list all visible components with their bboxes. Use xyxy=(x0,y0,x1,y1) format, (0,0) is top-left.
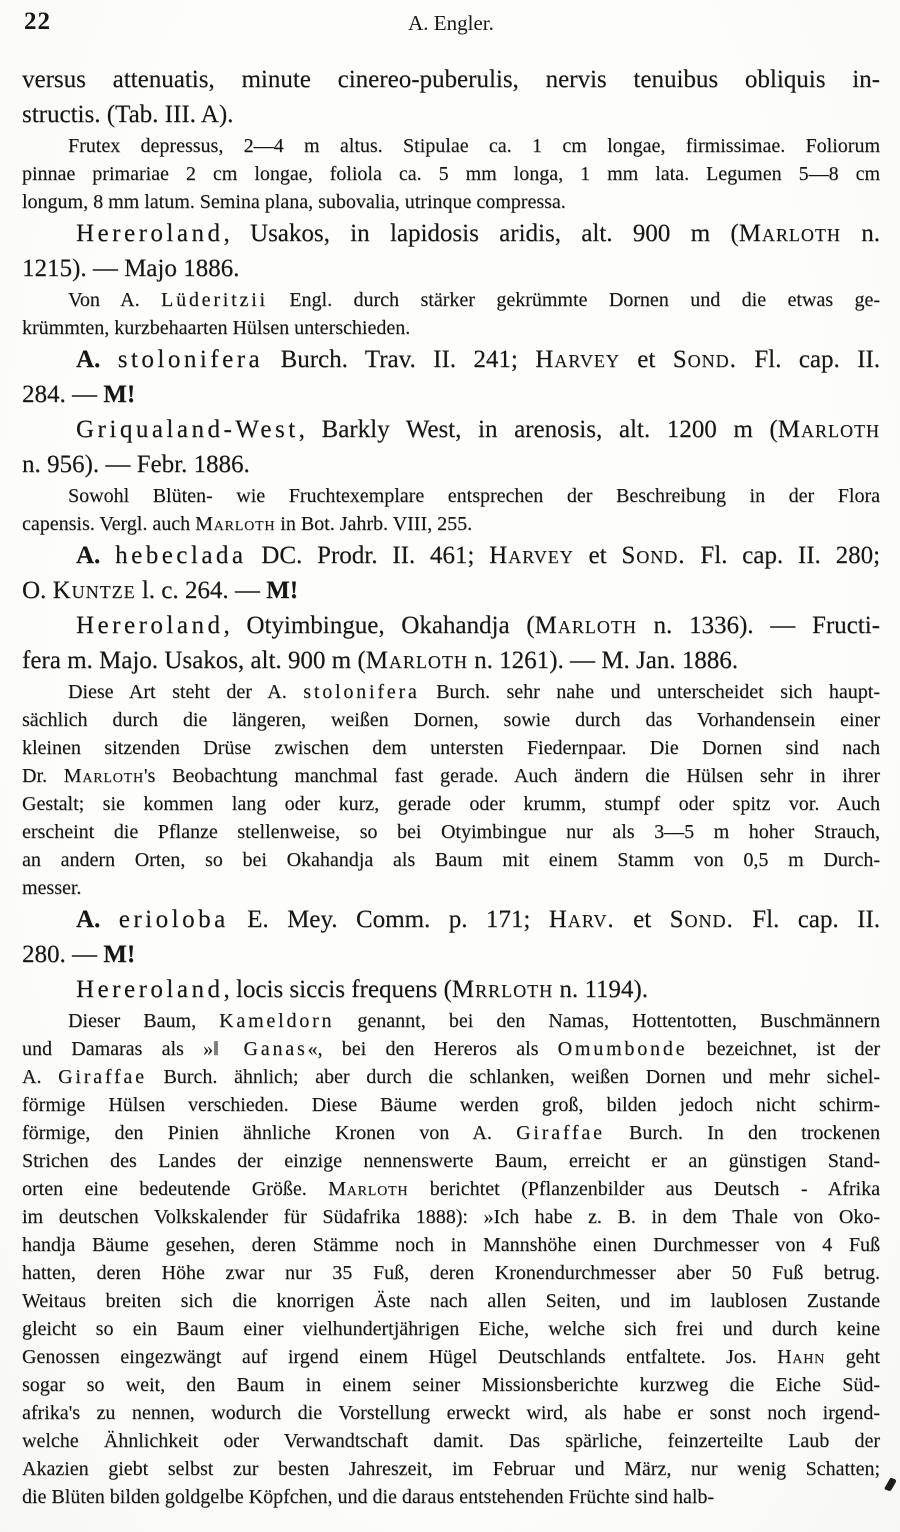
text-segment: Sowohl Blüten- wie Fruchtexemplare entsprechen der Beschreibung in der Flora xyxy=(68,485,880,507)
text-line xyxy=(22,1119,880,1147)
text-line xyxy=(22,937,880,972)
text-segment: A. xyxy=(22,1066,59,1088)
text-segment: Burch. Trav. II. 241; xyxy=(263,346,536,373)
text-line xyxy=(22,286,880,314)
text-segment: capensis. Vergl. auch xyxy=(22,513,196,535)
text-line xyxy=(22,1007,880,1035)
text-segment: Frutex depressus, 2—4 m altus. Stipulae ca. 1 cm longae, firmissimae. Foliorum xyxy=(68,135,880,157)
page-number: 22 xyxy=(24,8,51,35)
text-segment: afrika's zu nennen, wodurch die Vorstellung erweckt wird, als habe er sonst noch irgend- xyxy=(22,1402,880,1424)
text-line xyxy=(22,734,880,762)
text-segment: , Usakos, in lapidosis aridis, alt. 900 m ( xyxy=(223,220,739,247)
text-segment: , locis siccis frequens ( xyxy=(223,976,452,1003)
text-line xyxy=(22,643,880,678)
bold-text: A. xyxy=(76,346,101,373)
text-line xyxy=(22,1091,880,1119)
paragraph xyxy=(22,678,880,902)
text-segment: genannt, bei den Namas, Hottentotten, Buschmännern xyxy=(334,1010,880,1032)
text-line xyxy=(22,447,880,482)
letterspaced-name: Omumbonde xyxy=(557,1038,688,1060)
text-segment: DC. Prodr. II. 461; xyxy=(246,542,490,569)
text-segment: , Barkly West, in arenosis, alt. 1200 m ( xyxy=(298,416,778,443)
smallcaps-name: Marloth xyxy=(195,513,276,535)
text-line xyxy=(22,412,880,447)
text-line xyxy=(22,790,880,818)
text-line xyxy=(22,251,880,286)
text-line xyxy=(22,706,880,734)
text-segment: 284. — xyxy=(22,381,104,408)
text-line xyxy=(22,972,880,1007)
letterspaced-name: Hereroland xyxy=(76,220,224,247)
text-segment: Akazien giebt selbst zur besten Jahreszeit, im Februar und März, nur wenig Schatten; xyxy=(22,1458,880,1480)
smallcaps-name: Harv. xyxy=(548,906,615,933)
text-line xyxy=(22,902,880,937)
text-line xyxy=(22,818,880,846)
text-segment: Engl. durch stärker gekrümmte Dornen und die etwas ge- xyxy=(267,289,880,311)
text-segment: l. c. 264. — xyxy=(135,577,267,604)
text-segment: Dieser Baum, xyxy=(68,1010,220,1032)
text-segment: förmige, den Pinien ähnliche Kronen von A. xyxy=(22,1122,517,1144)
smallcaps-name: Marloth xyxy=(328,1178,409,1200)
letterspaced-name: Giraffae xyxy=(516,1122,605,1144)
text-segment: bezeichnet, ist der xyxy=(687,1038,881,1060)
paragraph xyxy=(22,538,880,608)
text-segment: im deutschen Volkskalender für Südafrika 1888): »Ich habe z. B. in dem Thale von Oko- xyxy=(22,1206,880,1228)
text-segment: structis. (Tab. III. A). xyxy=(22,101,234,128)
text-line xyxy=(22,216,880,251)
text-segment: , Otyimbingue, Okahandja ( xyxy=(223,612,535,639)
text-segment: die Blüten bilden goldgelbe Köpfchen, und die daraus entstehenden Früchte sind halb- xyxy=(22,1486,715,1508)
text-segment: erscheint die Pflanze stellenweise, so bei Otyimbingue nur als 3—5 m hoher Strauch, xyxy=(22,821,880,843)
smallcaps-name: Kuntze xyxy=(52,577,136,604)
text-segment: et xyxy=(573,542,622,569)
text-segment: et xyxy=(619,346,673,373)
text-line xyxy=(22,1063,880,1091)
text-line xyxy=(22,1315,880,1343)
text-segment: Dr. xyxy=(22,765,64,787)
text-line xyxy=(22,573,880,608)
paragraph xyxy=(22,216,880,286)
letterspaced-name: ‖ Ganas xyxy=(213,1038,308,1060)
smallcaps-name: Harvey xyxy=(535,346,620,373)
text-line xyxy=(22,678,880,706)
text-segment: in Bot. Jahrb. VIII, 255. xyxy=(275,513,473,535)
text-segment xyxy=(100,542,115,569)
text-segment: n. xyxy=(840,220,880,247)
letterspaced-name: Lüderitzii xyxy=(161,289,268,311)
paragraph xyxy=(22,1007,880,1511)
letterspaced-name: hebeclada xyxy=(115,542,247,569)
text-segment: Strichen des Landes der einzige nennenswerte Baum, erreicht er an günstigen Stand- xyxy=(22,1150,880,1172)
text-segment: fera m. Majo. Usakos, alt. 900 m ( xyxy=(22,647,366,674)
bold-text: M! xyxy=(103,381,136,408)
text-line xyxy=(22,1035,880,1063)
text-line xyxy=(22,846,880,874)
text-segment: longum, 8 mm latum. Semina plana, subovalia, utrinque compressa. xyxy=(22,191,566,213)
smallcaps-name: Marloth xyxy=(534,612,637,639)
ink-speck-mark xyxy=(884,1478,897,1492)
text-segment: messer. xyxy=(22,877,82,899)
text-segment: Gestalt; sie kommen lang oder kurz, gerade oder krumm, stumpf oder spitz vor. Auch xyxy=(22,793,880,815)
text-line xyxy=(22,1231,880,1259)
smallcaps-name: Hahn xyxy=(777,1346,826,1368)
text-segment xyxy=(100,906,118,933)
text-segment: 1215). — Majo 1886. xyxy=(22,255,240,282)
paragraph xyxy=(22,286,880,342)
text-segment: Fl. cap. II. xyxy=(736,346,880,373)
text-segment: und Damaras als » xyxy=(22,1038,214,1060)
text-line xyxy=(22,762,880,790)
text-segment: sächlich durch die längeren, weißen Dornen, sowie durch das Vorhandensein einer xyxy=(22,709,880,731)
text-segment: orten eine bedeutende Größe. xyxy=(22,1178,329,1200)
text-segment: Burch. In den trockenen xyxy=(604,1122,880,1144)
text-line xyxy=(22,1287,880,1315)
text-line xyxy=(22,188,880,216)
text-line xyxy=(22,1455,880,1483)
text-line xyxy=(22,342,880,377)
smallcaps-name: Marloth xyxy=(777,416,880,443)
bold-text: A. xyxy=(76,906,101,933)
smallcaps-name: Marloth xyxy=(63,765,144,787)
text-block xyxy=(22,62,880,1511)
text-segment: welche Ähnlichkeit oder Verwandtschaft damit. Das spärliche, feinzerteilte Laub der xyxy=(22,1430,880,1452)
paragraph xyxy=(22,902,880,972)
smallcaps-name: Mrrloth xyxy=(451,976,554,1003)
text-segment: Fl. cap. II. xyxy=(733,906,880,933)
text-segment: berichtet (Pflanzenbilder aus Deutsch - Afrika xyxy=(408,1178,880,1200)
text-segment: E. Mey. Comm. p. 171; xyxy=(228,906,549,933)
text-line xyxy=(22,1175,880,1203)
bold-text: A. xyxy=(76,542,101,569)
text-line xyxy=(22,1427,880,1455)
text-segment: geht xyxy=(825,1346,880,1368)
paragraph xyxy=(22,62,880,132)
smallcaps-name: Marloth xyxy=(738,220,841,247)
text-segment: O. xyxy=(22,577,53,604)
text-segment: sogar so weit, den Baum in einem seiner Missionsberichte kurzweg die Eiche Süd- xyxy=(22,1374,880,1396)
text-segment: Weitaus breiten sich die knorrigen Äste nach allen Seiten, und im laublosen Zustande xyxy=(22,1290,880,1312)
smallcaps-name: Sond. xyxy=(621,542,686,569)
text-segment: förmige Hülsen verschieden. Diese Bäume werden groß, bilden jedoch nicht schirm- xyxy=(22,1094,880,1116)
text-segment: 's Beobachtung manchmal fast gerade. Auch ändern die Hülsen sehr in ihrer xyxy=(143,765,880,787)
text-segment: an andern Orten, so bei Okahandja als Baum mit einem Stamm von 0,5 m Durch- xyxy=(22,849,880,871)
text-segment: n. 956). — Febr. 1886. xyxy=(22,451,250,478)
bold-text: M! xyxy=(266,577,299,604)
text-segment: 280. — xyxy=(22,941,104,968)
text-segment: krümmten, kurzbehaarten Hülsen unterschieden. xyxy=(22,317,411,339)
paragraph xyxy=(22,342,880,412)
letterspaced-name: erioloba xyxy=(118,906,229,933)
text-line xyxy=(22,608,880,643)
letterspaced-name: Giraffae xyxy=(58,1066,147,1088)
text-segment: gleicht so ein Baum einer vielhundertjährigen Eiche, welche sich frei und durch keine xyxy=(22,1318,880,1340)
text-segment: n. 1336). — Fructi- xyxy=(636,612,880,639)
page-header xyxy=(22,8,880,42)
text-line xyxy=(22,1371,880,1399)
text-line xyxy=(22,1399,880,1427)
text-segment: pinnae primariae 2 cm longae, foliola ca. 5 mm longa, 1 mm lata. Legumen 5—8 cm xyxy=(22,163,880,185)
running-head: A. Engler. xyxy=(408,11,494,35)
bold-text: M! xyxy=(103,941,136,968)
paragraph xyxy=(22,412,880,482)
text-segment: handja Bäume gesehen, deren Stämme noch in Mannshöhe einen Durchmesser von 4 Fuß xyxy=(22,1234,880,1256)
letterspaced-name: stolonifera xyxy=(303,681,420,703)
text-line xyxy=(22,1147,880,1175)
letterspaced-name: Hereroland xyxy=(76,612,224,639)
letterspaced-name: Kameldorn xyxy=(219,1010,335,1032)
text-line xyxy=(22,482,880,510)
text-line xyxy=(22,538,880,573)
letterspaced-name: Hereroland xyxy=(76,976,224,1003)
text-line xyxy=(22,314,880,342)
text-line xyxy=(22,97,880,132)
text-segment: Diese Art steht der A. xyxy=(68,681,304,703)
text-segment: kleinen sitzenden Drüse zwischen dem untersten Fiedernpaar. Die Dornen sind nach xyxy=(22,737,880,759)
paragraph xyxy=(22,132,880,216)
smallcaps-name: Sond. xyxy=(669,906,734,933)
smallcaps-name: Sond. xyxy=(672,346,737,373)
text-segment: et xyxy=(614,906,670,933)
letterspaced-name: Griqualand-West xyxy=(76,416,299,443)
letterspaced-name: stolonifera xyxy=(117,346,264,373)
text-line xyxy=(22,62,880,97)
text-line xyxy=(22,874,880,902)
text-line xyxy=(22,1259,880,1287)
text-segment: versus attenuatis, minute cinereo-puberulis, nervis tenuibus obliquis in- xyxy=(22,66,880,93)
text-segment: Genossen eingezwängt auf irgend einem Hügel Deutschlands entfaltete. Jos. xyxy=(22,1346,778,1368)
text-segment: «, bei den Hereros als xyxy=(307,1038,558,1060)
paragraph xyxy=(22,608,880,678)
text-segment: Von A. xyxy=(68,289,162,311)
text-line xyxy=(22,132,880,160)
text-segment: Burch. sehr nahe und unterscheidet sich haupt- xyxy=(419,681,880,703)
smallcaps-name: Marloth xyxy=(365,647,468,674)
text-segment: Burch. ähnlich; aber durch die schlanken, weißen Dornen und mehr sichel- xyxy=(146,1066,880,1088)
paragraph xyxy=(22,482,880,538)
text-segment: n. 1194). xyxy=(553,976,648,1003)
text-line xyxy=(22,510,880,538)
smallcaps-name: Harvey xyxy=(489,542,574,569)
text-segment: hatten, deren Höhe zwar nur 35 Fuß, deren Kronendurchmesser aber 50 Fuß betrug. xyxy=(22,1262,880,1284)
text-segment: n. 1261). — M. Jan. 1886. xyxy=(467,647,739,674)
text-line xyxy=(22,1343,880,1371)
text-segment: Fl. cap. II. 280; xyxy=(685,542,881,569)
paragraph xyxy=(22,972,880,1007)
text-line xyxy=(22,1203,880,1231)
text-line xyxy=(22,1483,880,1511)
text-segment xyxy=(100,346,117,373)
text-line xyxy=(22,377,880,412)
text-line xyxy=(22,160,880,188)
